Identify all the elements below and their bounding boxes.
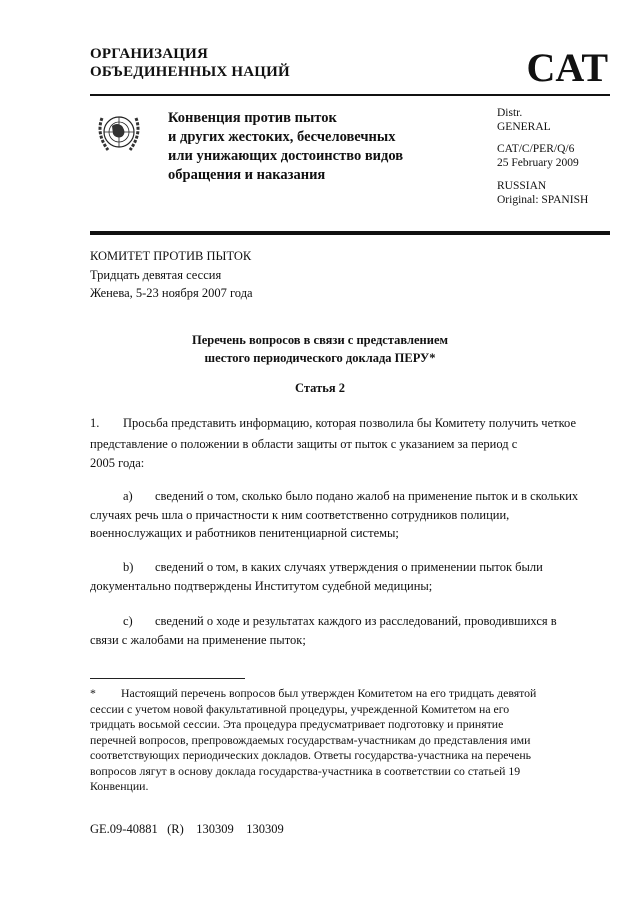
item-label: a)	[123, 489, 133, 503]
doc-symbol: CAT/C/PER/Q/6	[497, 143, 575, 155]
convention-title-line: обращения и наказания	[168, 167, 326, 183]
un-emblem-icon	[94, 108, 144, 158]
footnote-line: перечней вопросов, препровождаемых государствам-участникам до представления ими	[90, 733, 531, 747]
paragraph-number: 1.	[90, 416, 100, 430]
item-line: связи с жалобами на применение пыток;	[90, 633, 306, 647]
footnote-line: Конвенции.	[90, 779, 149, 793]
paragraph-line: представление о положении в области защиты от пыток с указанием за период с	[90, 437, 518, 451]
article-heading: Статья 2	[295, 381, 345, 395]
convention-title-line: и других жестоких, бесчеловечных	[168, 129, 396, 145]
footnote-mark: *	[90, 686, 96, 700]
footnote-line: соответствующих периодических докладов. Ответы государства-участника на перечень	[90, 748, 532, 762]
paragraph-line: 2005 года:	[90, 456, 145, 470]
item-line: сведений о том, в каких случаях утверждения о применении пыток были	[155, 560, 543, 574]
session: Тридцать девятая сессия	[90, 268, 222, 282]
job-number: GE.09-40881 (R) 130309 130309	[90, 822, 284, 836]
doc-language: RUSSIAN	[497, 180, 547, 192]
item-label: c)	[123, 614, 133, 628]
venue-dates: Женева, 5-23 ноября 2007 года	[90, 286, 253, 300]
footnote-line: сессии с учетом новой факультативной процедуры, учрежденной Комитетом на его	[90, 702, 510, 716]
convention-title-line: Конвенция против пыток	[168, 110, 337, 126]
item-line: сведений о ходе и результатах каждого из расследований, проводившихся в	[155, 614, 557, 628]
footnote-line: вопросов лягут в основу доклада государства-участника в соответствии со статьей 19	[90, 764, 521, 778]
org-name-line-2: ОБЪЕДИНЕННЫХ НАЦИЙ	[90, 64, 290, 80]
convention-title-line: или унижающих достоинство видов	[168, 148, 404, 164]
footnote-line: Настоящий перечень вопросов был утвержден Комитетом на его тридцать девятой	[121, 686, 537, 700]
item-line: случаях речь шла о причастности к ним соответственно сотрудников полиции,	[90, 508, 510, 522]
document-series-symbol: CAT	[526, 45, 608, 90]
header-bottom-rule	[90, 231, 610, 235]
item-label: b)	[123, 560, 134, 574]
item-line: военнослужащих и работников пенитенциарной системы;	[90, 526, 399, 540]
doc-date: 25 February 2009	[497, 157, 579, 169]
top-rule	[90, 94, 610, 96]
committee-name: КОМИТЕТ ПРОТИВ ПЫТОК	[90, 249, 252, 263]
doc-original-language: Original: SPANISH	[497, 194, 589, 206]
org-name-line-1: ОРГАНИЗАЦИЯ	[90, 46, 209, 62]
footnote-separator	[90, 678, 245, 679]
document-title-line: Перечень вопросов в связи с представлением	[191, 333, 449, 347]
item-line: сведений о том, сколько было подано жалоб на применение пыток и в скольких	[155, 489, 579, 503]
document-title-line: шестого периодического доклада ПЕРУ*	[204, 351, 436, 365]
paragraph-line: Просьба представить информацию, которая позволила бы Комитету получить четкое	[123, 416, 576, 430]
item-line: документально подтверждены Институтом судебной медицины;	[90, 579, 433, 593]
distr-label: Distr.	[497, 107, 523, 119]
footnote-line: тридцать восьмой сессии. Эта процедура предусматривает подготовку и принятие	[90, 717, 504, 731]
distr-value: GENERAL	[497, 121, 551, 133]
